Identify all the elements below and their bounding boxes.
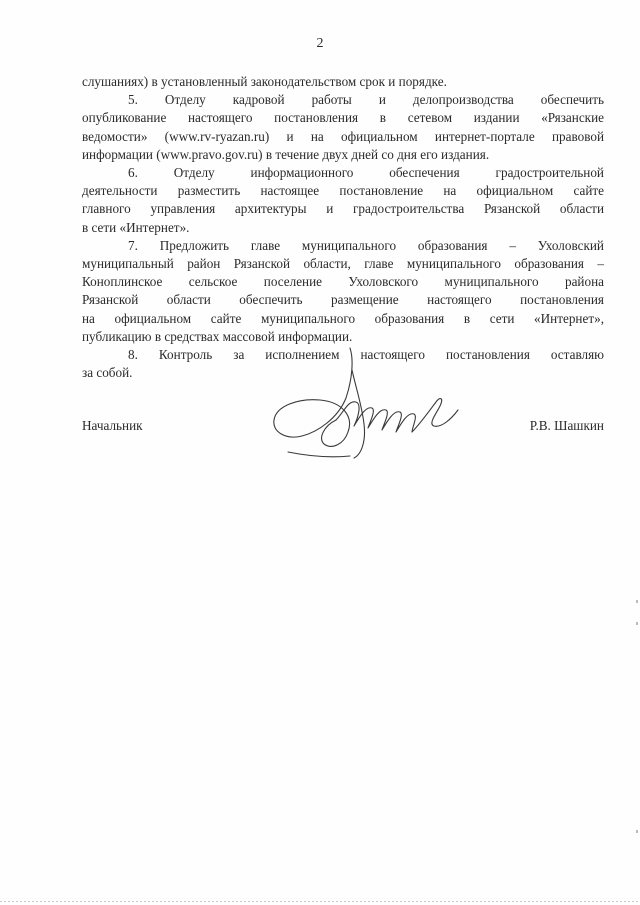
signer-title: Начальник	[82, 418, 143, 433]
text-line: в сети «Интернет».	[82, 219, 190, 235]
text-line: муниципальный район Рязанской области, главе муниципального образования –	[82, 256, 604, 272]
text-line: 7. Предложить главе муниципального образования – Ухоловский	[128, 237, 604, 253]
text-line: 6. Отделу информационного обеспечения градостроительной	[128, 165, 604, 181]
text-line: 8. Контроль за исполнением настоящего постановления оставляю	[128, 347, 604, 363]
paragraph-6	[82, 164, 604, 237]
scan-artifact	[636, 600, 638, 603]
paragraph-7	[82, 237, 604, 346]
text-line: 5. Отделу кадровой работы и делопроизводства обеспечить	[128, 92, 604, 108]
document-body	[82, 73, 604, 382]
page-number: 2	[316, 36, 324, 51]
text-line: главного управления архитектуры и градостроительства Рязанской области	[82, 201, 604, 217]
text-line: деятельности разместить настоящее постановление на официальном сайте	[82, 183, 604, 199]
paragraph-4-tail	[82, 73, 604, 91]
text-line: публикацию в средствах массовой информации.	[82, 328, 353, 344]
handwritten-signature	[258, 340, 498, 480]
text-line: за собой.	[82, 365, 133, 381]
text-line: Коноплинское сельское поселение Ухоловского муниципального района	[82, 274, 604, 290]
text-line: на официальном сайте муниципального образования в сети «Интернет»,	[82, 310, 604, 326]
scan-artifact	[636, 622, 638, 625]
signer-name: Р.В. Шашкин	[529, 418, 604, 433]
text-line: Рязанской области обеспечить размещение настоящего постановления	[82, 292, 604, 308]
paragraph-5	[82, 91, 604, 164]
scan-edge	[0, 901, 640, 902]
text-line: информации (www.pravo.gov.ru) в течение двух дней со дня его издания.	[82, 146, 490, 162]
text-line: ведомости» (www.rv-ryazan.ru) и на официальном интернет-портале правовой	[82, 128, 604, 144]
signature-block	[82, 418, 604, 442]
scan-artifact	[636, 830, 638, 833]
text-line: слушаниях) в установленный законодательством срок и порядке.	[82, 74, 447, 89]
text-line: опубликование настоящего постановления в сетевом издании «Рязанские	[82, 110, 604, 126]
